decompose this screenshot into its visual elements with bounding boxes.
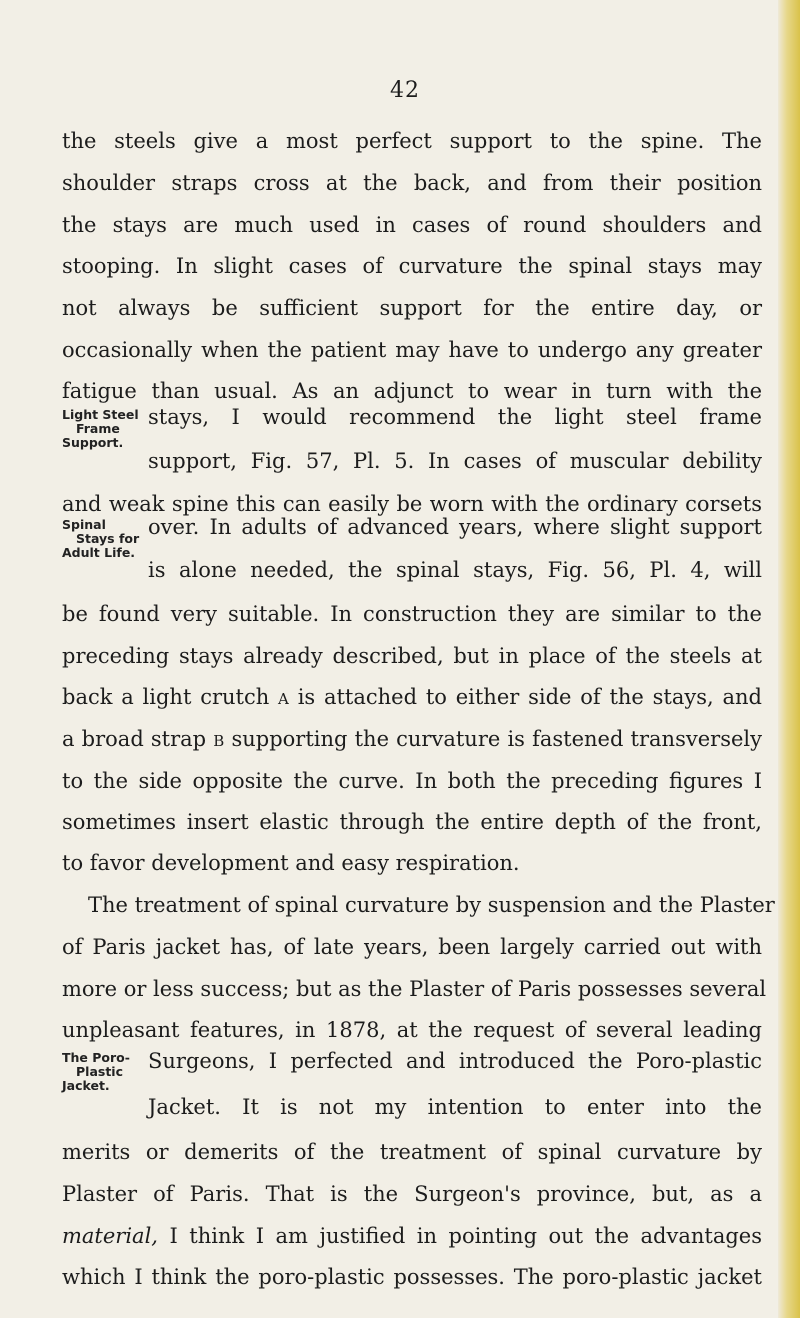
figure-letter-b: B <box>213 732 225 750</box>
margin-note-line: Stays for <box>76 531 140 546</box>
margin-note-light-steel-frame <box>62 408 150 450</box>
text-line <box>62 683 762 713</box>
figure-letter-a: A <box>278 690 289 708</box>
text-line: Jacket. It is not my intention to enter into the <box>148 1095 762 1119</box>
text-line: Plaster of Paris. That is the Surgeon's province, but, as a <box>62 1182 762 1206</box>
text-line <box>62 1222 762 1250</box>
margin-note-line: Light Steel <box>62 407 139 422</box>
emphasized-word: material, <box>62 1224 158 1248</box>
text-fragment: I think I am justified in pointing out the advantages <box>169 1224 762 1248</box>
text-line: fatigue than usual. As an adjunct to wear in turn with the <box>62 379 762 403</box>
text-line: the stays are much used in cases of round shoulders and <box>62 213 762 237</box>
text-line: stays, I would recommend the light steel frame <box>148 405 762 429</box>
text-line: is alone needed, the spinal stays, Fig. 56, Pl. 4, will <box>148 558 762 582</box>
page-edge <box>778 0 800 1318</box>
text-line: The treatment of spinal curvature by suspension and the Plaster <box>88 893 775 917</box>
text-line: occasionally when the patient may have to undergo any greater <box>62 338 762 362</box>
margin-note-line: Support. <box>62 435 124 450</box>
text-line: support, Fig. 57, Pl. 5. In cases of muscular debility <box>148 449 762 473</box>
text-line: more or less success; but as the Plaster of Paris possesses several <box>62 977 767 1001</box>
text-line: unpleasant features, in 1878, at the request of several leading <box>62 1018 762 1042</box>
margin-note-line: The Poro- <box>62 1050 130 1065</box>
page-number: 42 <box>390 78 420 103</box>
margin-note-line: Adult Life. <box>62 545 136 560</box>
margin-note-line: Plastic <box>76 1064 123 1079</box>
text-line: over. In adults of advanced years, where slight support <box>148 515 762 539</box>
text-line: Surgeons, I perfected and introduced the Poro-plastic <box>148 1049 762 1073</box>
margin-note-line: Frame <box>76 421 120 436</box>
text-line: the steels give a most perfect support to the spine. The <box>62 129 762 153</box>
text-line: shoulder straps cross at the back, and from their position <box>62 171 762 195</box>
text-fragment: back a light crutch <box>62 685 270 709</box>
margin-note-line: Spinal <box>62 517 106 532</box>
text-line <box>62 725 762 755</box>
margin-note-line: Jacket. <box>62 1078 110 1093</box>
text-fragment: is attached to either side of the stays, and <box>297 685 762 709</box>
text-line: to the side opposite the curve. In both the preceding figures I <box>62 769 762 793</box>
text-fragment: a broad strap <box>62 727 207 751</box>
text-line: of Paris jacket has, of late years, been largely carried out with <box>62 935 762 959</box>
text-line: and weak spine this can easily be worn with the ordinary corsets <box>62 492 762 516</box>
margin-note-poro-plastic-jacket <box>62 1051 150 1093</box>
text-line: be found very suitable. In construction they are similar to the <box>62 602 762 626</box>
text-fragment: supporting the curvature is fastened transversely <box>231 727 762 751</box>
text-line: stooping. In slight cases of curvature the spinal stays may <box>62 254 762 278</box>
text-line: sometimes insert elastic through the entire depth of the front, <box>62 810 762 834</box>
text-line: not always be sufficient support for the entire day, or <box>62 296 762 320</box>
margin-note-spinal-stays <box>62 518 150 560</box>
text-line: merits or demerits of the treatment of spinal curvature by <box>62 1140 762 1164</box>
text-line: preceding stays already described, but in place of the steels at <box>62 644 762 668</box>
text-line: to favor development and easy respiration. <box>62 851 520 875</box>
text-line: which I think the poro-plastic possesses. The poro-plastic jacket <box>62 1265 762 1289</box>
